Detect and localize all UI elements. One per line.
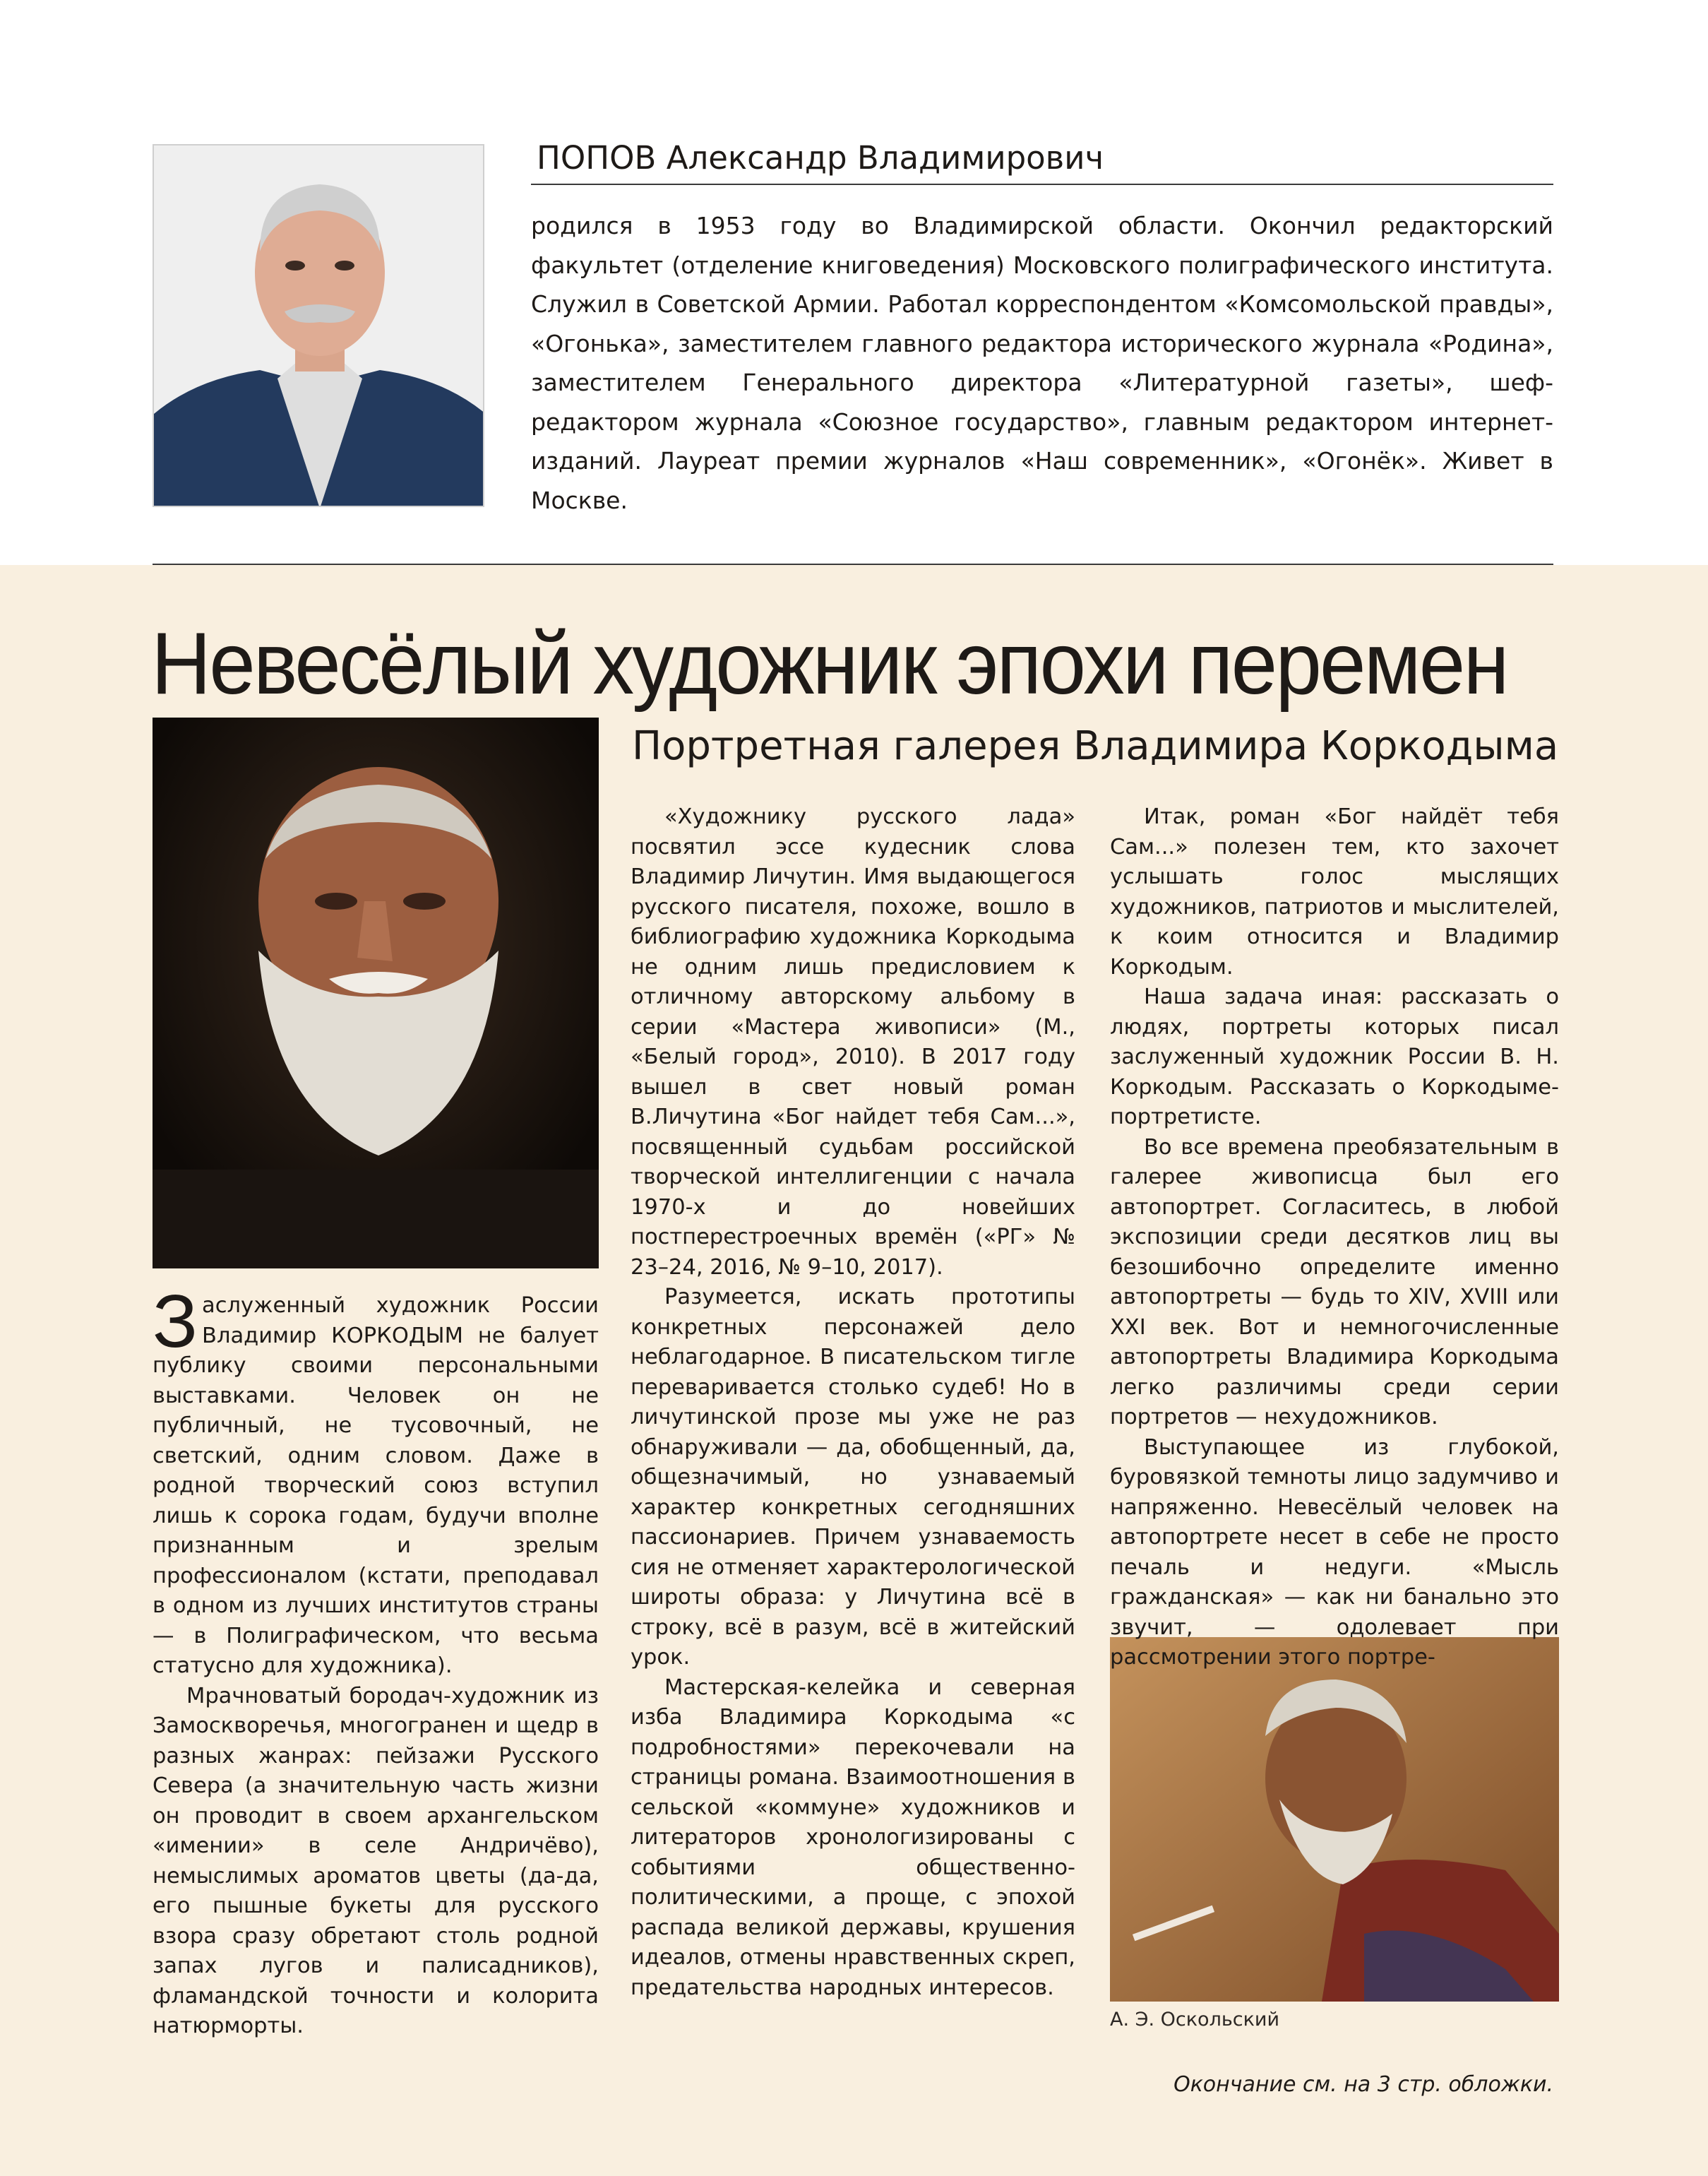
article-column-2 — [631, 802, 1075, 2003]
section-divider — [153, 564, 1553, 565]
article-column-3 — [1110, 802, 1559, 1673]
drop-cap: З — [153, 1280, 198, 1363]
oskolsky-portrait-painting — [1110, 1637, 1559, 2002]
paragraph: Разумеется, искать прототипы конкретных персонажей дело неблагодарное. В писательском тигле переваривается столько судеб! Но в личутинской прозе мы уже не раз обнаруживали — да, обобщенный, да, общезначимый, но узнаваемый характер конкретных сегодняшних пассионариев. Причем узнаваемость сия не отменяет характерологической широты образа: у Личутина всё в строку, всё в разум, всё в житейский урок. — [631, 1285, 1075, 1670]
paragraph: Итак, роман «Бог найдёт тебя Сам...» полезен тем, кто захочет услышать голос мыслящих художников, патриотов и мыслителей, к коим относится и Владимир Коркодым. — [1110, 804, 1559, 980]
paragraph: Заслуженный художник России Владимир КОРКОДЫМ не балует публику своими персональными выставками. Человек он не публичный, не тусовочный, не светский, одним словом. Даже в родной творческий союз вступил лишь к сорока годам, будучи вполне признанным и зрелым профессионалом (кстати, преподавал в одном из лучших институтов страны — в Полиграфическом, что весьма статусно для художника). — [153, 1280, 599, 1678]
paragraph: Выступающее из глубокой, буровязкой темноты лицо задумчиво и напряженно. Невесёлый человек на автопортрете несет в себе не просто печаль и недуги. «Мысль гражданская» — как ни банально это звучит, — одолевает при рассмотрении этого портре- — [1110, 1434, 1559, 1670]
paragraph: Мастерская-келейка и северная изба Владимира Коркодыма «с подробностями» перекочевали на страницы романа. Взаимоотношения в сельской «коммуне» художников и литераторов хронологизированы с событиями общественно-политическими, а проще, с эпохой распада великой державы, крушения идеалов, отмены нравственных скреп, предательства народных интересов. — [631, 1675, 1075, 2000]
paragraph: Во все времена преобязательным в галерее живописца был его автопортрет. Согласитесь, в любой экспозиции среди десятков лиц вы безошибочно определите именно автопортреты — будь то XIV, XVIII или XXI век. Вот и немногочисленные автопортреты Владимира Коркодыма легко различимы среди серии портретов — нехудожников. — [1110, 1134, 1559, 1429]
paragraph: «Художнику русского лада» посвятил эссе кудесник слова Владимир Личутин. Имя выдающегося русского писателя, похоже, вошло в библиографию художника Коркодыма не одним лишь предисловием к отличному авторскому альбому в серии «Мастера живописи» (М., «Белый город», 2010). В 2017 году вышел в свет новый роман В.Личутина «Бог найдет тебя Сам...», посвященный судьбам российской творческой интеллигенции с начала 1970-х и до новейших постперестроечных времён («РГ» № 23–24, 2016, № 9–10, 2017). — [631, 804, 1075, 1280]
author-photo — [153, 144, 484, 507]
article-title: Невесёлый художник эпохи перемен — [151, 615, 1507, 713]
continuation-note: Окончание см. на 3 стр. обложки. — [1173, 2072, 1553, 2097]
article-column-1 — [153, 1280, 599, 2042]
article-subtitle: Портретная галерея Владимира Коркодыма — [632, 723, 1559, 769]
author-bio: родился в 1953 году во Владимирской области. Окончил редакторский факультет (отделение книговедения) Московского полиграфического института. Служил в Советской Армии. Работал корреспондентом «Комсомольской правды», «Огонька», заместителем главного редактора исторического журнала «Родина», заместителем Генерального директора «Литературной газеты», шеф-редактором журнала «Союзное государство», главным редактором интернет-изданий. Лауреат премии журналов «Наш современник», «Огонёк». Живет в Москве. — [531, 212, 1553, 514]
paragraph: Наша задача иная: рассказать о людях, портреты которых писал заслуженный художник России В. Н. Коркодым. Рассказать о Коркодыме-портретисте. — [1110, 985, 1559, 1129]
author-name: ПОПОВ Александр Владимирович — [537, 139, 1104, 177]
painting-caption: А. Э. Оскольский — [1110, 2009, 1279, 2031]
paragraph: Мрачноватый бородач-художник из Замоскворечья, многогранен и щедр в разных жанрах: пейзажи Русского Севера (а значительную часть жизни он проводит в своем архангельском «имении» в селе Андричёво), немыслимых ароматов цветы (да-да, его пышные букеты для русского взора сразу обретают столь родной запах лугов и палисадников), фламандской точности и колорита натюрморты. — [153, 1683, 599, 2038]
self-portrait-painting — [153, 718, 599, 1268]
author-name-rule — [531, 184, 1553, 185]
